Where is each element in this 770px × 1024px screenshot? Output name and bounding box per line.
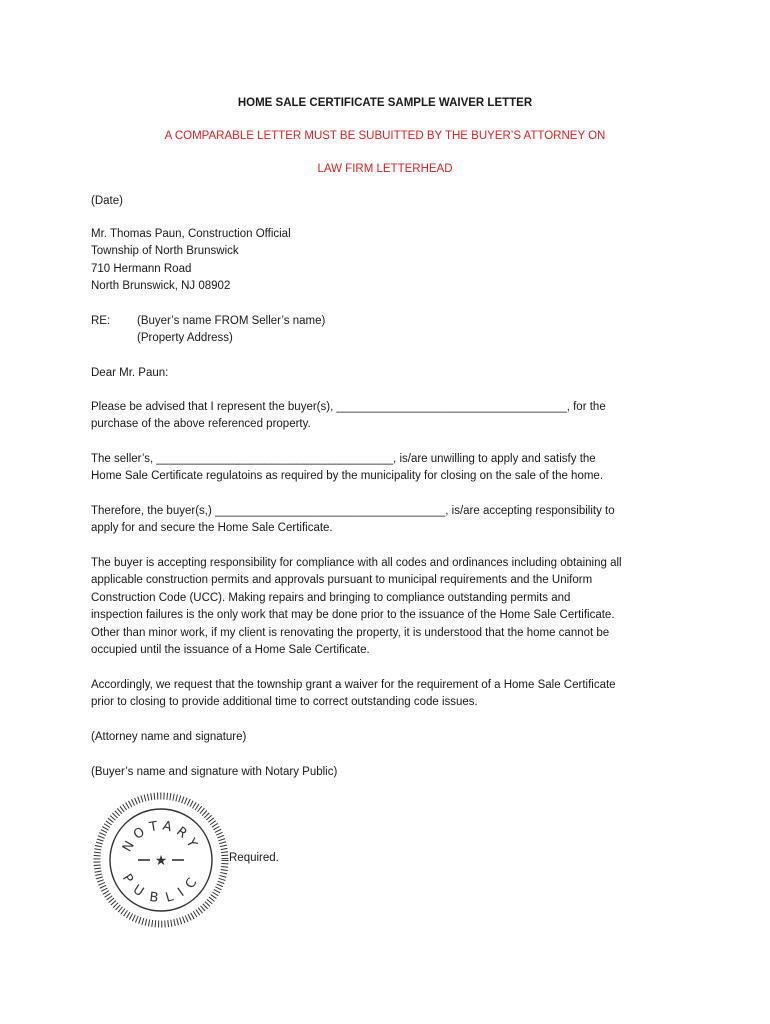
- recipient-name: Mr. Thomas Paun, Construction Official: [91, 228, 291, 240]
- paragraph-3-line: apply for and secure the Home Sale Certificate.: [91, 522, 333, 535]
- attorney-signature-line: (Attorney name and signature): [91, 731, 247, 743]
- paragraph-3-line: Therefore, the buyer(s,) ____________________________________, is/are accepting responsibility to: [91, 505, 615, 517]
- paragraph-4: [91, 555, 691, 659]
- paragraph-2: [91, 451, 691, 486]
- recipient-street: 710 Hermann Road: [91, 262, 192, 275]
- recipient-township: Township of North Brunswick: [91, 245, 239, 258]
- paragraph-1-line: purchase of the above referenced property.: [91, 418, 311, 431]
- seal-top-text: NOTARY: [119, 818, 202, 855]
- paragraph-3: [91, 503, 691, 538]
- paragraph-4-line: occupied until the issuance of a Home Sale Certificate.: [91, 644, 370, 657]
- paragraph-4-line: Construction Code (UCC). Making repairs and bringing to compliance outstanding permits and: [91, 591, 571, 604]
- svg-text:NOTARY: [120, 819, 202, 855]
- required-note: Required.: [229, 852, 279, 864]
- notice-line-2: LAW FIRM LETTERHEAD: [317, 163, 453, 175]
- re-block: [91, 313, 691, 348]
- paragraph-4-line: The buyer is accepting responsibility for compliance with all codes and ordinances including obtaining all: [91, 557, 622, 569]
- notice-line-1: A COMPARABLE LETTER MUST BE SUBUITTED BY THE BUYER’S ATTORNEY ON: [164, 130, 606, 142]
- paragraph-2-line: Home Sale Certificate regulatoins as required by the municipality for closing on the sale of the home.: [91, 470, 604, 483]
- re-label: RE:: [91, 315, 111, 327]
- re-parties: (Buyer’s name FROM Seller’s name): [137, 315, 326, 327]
- re-property: (Property Address): [137, 332, 233, 345]
- seal-star-icon: ★: [154, 853, 168, 869]
- paragraph-4-line: applicable construction permits and approvals pursuant to municipal requirements and the Uniform: [91, 574, 593, 587]
- date-placeholder: (Date): [91, 195, 123, 207]
- letter-title: HOME SALE CERTIFICATE SAMPLE WAIVER LETTER: [237, 97, 533, 109]
- paragraph-5-line: prior to closing to provide additional time to correct outstanding code issues.: [91, 696, 478, 709]
- paragraph-1: [91, 399, 691, 434]
- recipient-address: [91, 226, 691, 296]
- paragraph-1-line: Please be advised that I represent the buyer(s), ____________________________________, for the: [91, 401, 606, 413]
- buyer-signature-line: (Buyer’s name and signature with Notary Public): [91, 766, 338, 778]
- paragraph-4-line: inspection failures is the only work that may be done prior to the issuance of the Home Sale Certificate.: [91, 609, 615, 622]
- paragraph-4-line: Other than minor work, if my client is renovating the property, it is understood that the home cannot be: [91, 626, 610, 639]
- paragraph-5-line: Accordingly, we request that the township grant a waiver for the requirement of a Home Sale Certificate: [91, 679, 616, 691]
- paragraph-2-line: The seller’s, _____________________________________, is/are unwilling to apply and satisfy the: [91, 453, 596, 465]
- notary-seal-icon: [92, 790, 230, 930]
- seal-bottom-text: PUBLIC: [118, 871, 204, 907]
- recipient-city: North Brunswick, NJ 08902: [91, 280, 231, 293]
- paragraph-5: [91, 677, 691, 712]
- salutation: Dear Mr. Paun:: [91, 367, 169, 379]
